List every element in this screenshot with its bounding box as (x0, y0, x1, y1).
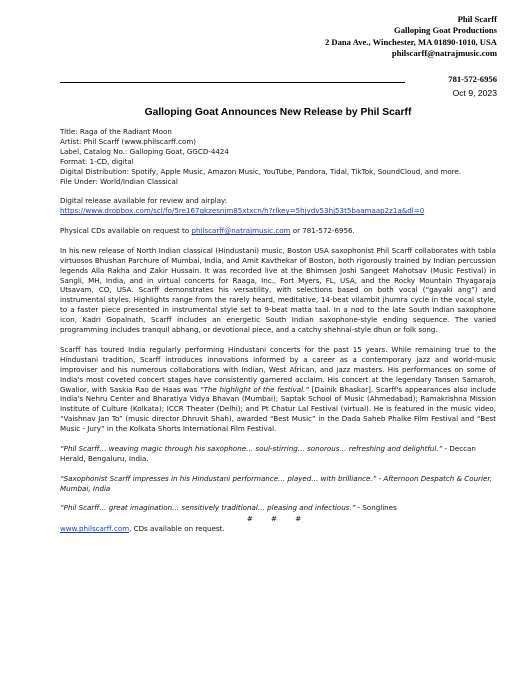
website-link[interactable]: www.philscarff.com (60, 524, 130, 534)
end-marks: # # # (246, 514, 310, 524)
meta-artist: Artist: Phil Scarff (www.philscarff.com) (60, 136, 197, 146)
letterhead-address: 2 Dana Ave., Winchester, MA 01890-1010, USA (324, 36, 497, 47)
body-paragraph-1: In his new release of North Indian classical (Hindustani) music, Boston USA saxophonist Phil Scarff collaborates with tabla virtuosos Bhushan Parchure of Mumbai, India, and Amit Kavthekar of Boston, both rigorously trained by Indian percussion legends Alla Rakha and Zakir Hussain. It was recorded live at the Bhimsen Joshi Sangeet Mahotsav (Music Festival) in Sangli, MH, India, and in virtual concerts for Raaga, Inc., Fort Myers, FL, USA, and the Rocky Mountain Thyagaraja Utsavam, CO, USA. Scarff demonstrates his versatility, with selections based on both vocal (“gayaki ang”) and instrumental styles. Highlights range from the rarely heard, meditative, 14-beat vilambit jhumra cycle in the vocal style, to a faster piece presented in instrumental style set to 9-beat matta taal. In a nod to the late South Indian saxophone icon, Kadri Gopalnath, Scarff includes an energetic South Indian saxophone-style ending sequence. The varied programming includes tranquil abhang, or devotional piece, and a catchy shehnai-style dhun or folk song. (60, 245, 496, 335)
letterhead-rule (60, 82, 405, 83)
press-quote-2 (60, 474, 496, 494)
letterhead-company: Galloping Goat Productions (394, 25, 497, 36)
press-quote-1 (60, 444, 496, 464)
letterhead-email: philscarff@natrajmusic.com (391, 48, 497, 59)
paragraph2-after: [Dainik Bhaskar]. Scarff's appearances also include India's Nehru Center and Bharatiya Vidya Bhavan (Mumbai); Saptak School of Music (Ahmedabad); Ramakrishna Mission Institute of Culture (Kolkata); ICCR Theater (Delhi); and Pt Chatur Lal Festival (virtual). He is featured in the music video, “Vaishnav Jan To” (music director Dhruvit Shah), awarded “Best Music” in the Dada Saheb Phalke Film Festival and “Best Music - Jury” in the Kolkata Shorts International Film Festival. (60, 384, 496, 434)
review-paragraph (60, 196, 496, 216)
meta-title: Title: Raga of the Radiant Moon (60, 127, 172, 136)
press-quote-1-text: “Phil Scarff… weaving magic through his saxophone… soul-stirring… sonorous… refreshing and delightful.” (60, 443, 443, 453)
letterhead (197, 14, 497, 60)
physical-before: Physical CDs available on request to (60, 226, 192, 236)
meta-distribution: Digital Distribution: Spotify, Apple Music, Amazon Music, YouTube, Pandora, Tidal, TikTok, SoundCloud, and more. (60, 166, 462, 176)
letterhead-phone: 781-572-6956 (448, 74, 497, 84)
footer-text: , CDs available on request. (129, 524, 225, 534)
dropbox-link[interactable]: https://www.dropbox.com/scl/fo/5re167qkzesnjm85xtxcn/h?rlkey=5hjydv53hj53t5baamaap2z1a&dl=0 (60, 206, 425, 216)
review-text: Digital release available for review and airplay: (60, 196, 228, 206)
paragraph2-before: Scarff has toured India regularly performing Hindustani concerts for the past 15 years. While remaining true to the Hindustani tradition, Scarff introduces innovations informed by a career as a contemporary jazz and world-music improviser and his numerous collaborations with Indian, West African, and jazz masters. His performances on some of India's most coveted concert stages have consistently garnered acclaim. His concert at the legendary Tansen Samaroh, Gwalior, with Saskia Rao de Haas was (60, 344, 496, 394)
letterhead-name: Phil Scarff (457, 14, 497, 24)
physical-after: or 781-572-6956. (290, 226, 355, 236)
email-link[interactable]: philscarff@natrajmusic.com (191, 226, 291, 236)
press-quote-3-source: - Songlines (355, 503, 397, 513)
press-quote-2-text: “Saxophonist Scarff impresses in his Hindustani performance… played… with brilliance.” - Afternoon Despatch & Courier, Mumbai, India (60, 473, 492, 493)
body-paragraph-2 (60, 345, 496, 434)
press-quote-3-text: “Phil Scarff… great imagination… sensitively traditional… pleasing and infectious.” (60, 503, 356, 513)
meta-file-under: File Under: World/Indian Classical (60, 176, 178, 186)
press-quote-1-source: - Deccan Herald, Bengaluru, India. (60, 443, 476, 463)
meta-label: Label, Catalog No.: Galloping Goat, GGCD-4424 (60, 146, 229, 156)
footer-line (60, 524, 496, 534)
release-metadata (60, 127, 496, 186)
release-date: Oct 9, 2023 (452, 88, 497, 98)
paragraph2-quote: “The highlight of the festival.” (199, 384, 309, 394)
meta-format: Format: 1-CD, digital (60, 156, 134, 166)
page-title: Galloping Goat Announces New Release by Phil Scarff (144, 107, 412, 118)
physical-cd-paragraph (60, 226, 496, 236)
document-body (60, 106, 496, 534)
press-quote-3 (60, 503, 496, 513)
